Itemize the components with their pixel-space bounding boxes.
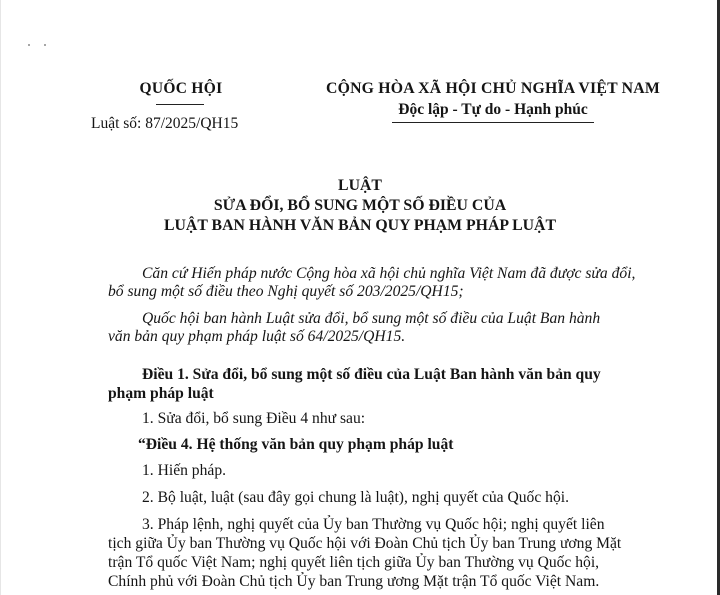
article-1-heading-line-2: phạm pháp luật: [108, 385, 214, 402]
item-3-line-4: Chính phủ với Đoàn Chủ tịch Ủy ban Trung ương Mặt trận Tổ quốc Việt Nam.: [108, 573, 600, 590]
document-type: LUẬT: [338, 177, 382, 194]
preamble-basis-line-2: bổ sung một số điều theo Nghị quyết số 203/2025/QH15;: [108, 283, 464, 300]
national-motto: Độc lập - Tự do - Hạnh phúc: [398, 101, 588, 118]
document-title-line-1: SỬA ĐỔI, BỔ SUNG MỘT SỐ ĐIỀU CỦA: [213, 197, 507, 214]
clause-1: 1. Sửa đổi, bổ sung Điều 4 như sau:: [142, 410, 366, 427]
scan-speck: [28, 44, 30, 46]
preamble-enactment-line-1: Quốc hội ban hành Luật sửa đổi, bổ sung một số điều của Luật Ban hành: [142, 310, 601, 327]
item-1: 1. Hiến pháp.: [142, 462, 227, 479]
document-title-line-2: LUẬT BAN HÀNH VĂN BẢN QUY PHẠM PHÁP LUẬT: [163, 217, 556, 234]
motto-underline: [392, 122, 594, 123]
item-3-line-2: tịch giữa Ủy ban Thường vụ Quốc hội với Đoàn Chủ tịch Ủy ban Trung ương Mặt: [108, 535, 622, 552]
preamble-basis-line-1: Căn cứ Hiến pháp nước Cộng hòa xã hội chủ nghĩa Việt Nam đã được sửa đổi,: [142, 265, 636, 282]
item-2: 2. Bộ luật, luật (sau đây gọi chung là luật), nghị quyết của Quốc hội.: [142, 489, 570, 506]
item-3-line-1: 3. Pháp lệnh, nghị quyết của Ủy ban Thường vụ Quốc hội; nghị quyết liên: [142, 516, 605, 533]
item-3-line-3: trận Tổ quốc Việt Nam; nghị quyết liên tịch giữa Ủy ban Thường vụ Quốc hội,: [108, 554, 600, 571]
issuer-name: QUỐC HỘI: [139, 80, 223, 97]
preamble-enactment-line-2: văn bản quy phạm pháp luật số 64/2025/QH15.: [108, 328, 406, 345]
article-1-heading-line-1: Điều 1. Sửa đổi, bổ sung một số điều của Luật Ban hành văn bản quy: [142, 366, 601, 383]
issuer-underline: [156, 104, 204, 105]
scan-speck: [44, 44, 46, 46]
law-number: Luật số: 87/2025/QH15: [91, 115, 239, 132]
quoted-article-4-heading: “Điều 4. Hệ thống văn bản quy phạm pháp luật: [138, 436, 454, 453]
country-name: CỘNG HÒA XÃ HỘI CHỦ NGHĨA VIỆT NAM: [325, 80, 661, 97]
page-edge-left: [0, 0, 1, 595]
